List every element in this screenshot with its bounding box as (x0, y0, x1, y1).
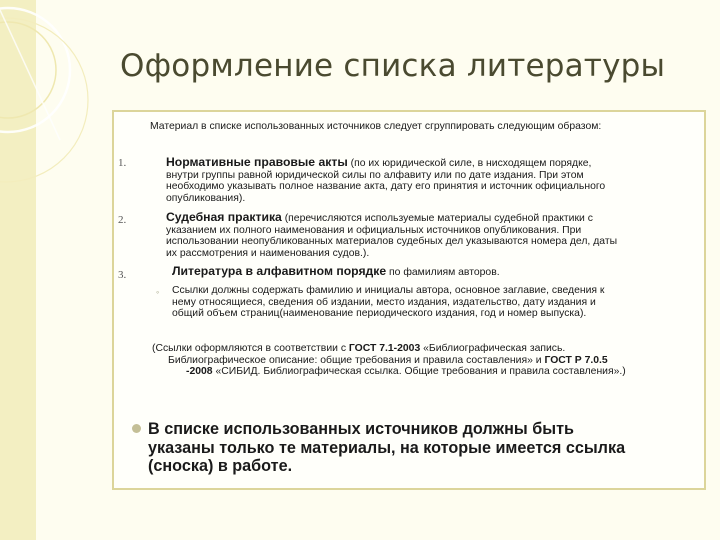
conclusion-line: В списке использованных источников должны быть (148, 420, 574, 438)
reference-note-text: (Ссылки оформляются в соответствии с (152, 343, 349, 354)
reference-note-text: Библиографическое описание: общие требования и правила составления» и (168, 354, 545, 366)
conclusion-line: (сноска) в работе. (148, 457, 293, 476)
list-item-1 (166, 157, 605, 205)
item-number-3: 3. (118, 269, 127, 281)
decorative-circles (0, 0, 110, 200)
intro-text: Материал в списке использованных источников следует сгруппировать следующим образом: (150, 121, 602, 132)
conclusion-line: указаны только те материалы, на которые имеется ссылка (148, 438, 626, 457)
item-2-line: использовании неопубликованных материалов судебных дел указываются номера дел, даты (166, 236, 618, 248)
item-number-1: 1. (118, 157, 127, 169)
item-2-heading: Судебная практика (166, 210, 282, 224)
slide-title: Оформление списка литературы (120, 48, 666, 84)
item-3-heading: Литература в алфавитном порядке (172, 264, 387, 278)
gost-7-1-label: ГОСТ 7.1-2003 (348, 343, 421, 354)
reference-note-text: «СИБИД. Библиографическая ссылка. Общие требования и правила составления».) (212, 366, 626, 378)
item-number-2: 2. (118, 214, 127, 226)
sub-bullet-text (172, 285, 604, 320)
bullet-icon (132, 424, 141, 433)
item-2-line: их рассмотрения и наименования судов.). (166, 248, 370, 260)
sub-bullet-line: общий объем страниц(наименование периодического издания, год и номер выпуска). (172, 308, 587, 320)
item-2-first-line (166, 212, 617, 225)
gost-r-7-0-5-label: ГОСТ Р 7.0.5 (544, 354, 608, 366)
item-1-line: внутри группы равной юридической силы по алфавиту или по дате издания. При этом (166, 169, 584, 181)
reference-note (152, 343, 626, 378)
item-1-first-line (166, 157, 605, 170)
item-2-line: указанием их полного наименования и официальных источников опубликования. При (166, 224, 582, 236)
sub-bullet-line: Ссылки должны содержать фамилию и инициалы автора, основное заглавие, сведения к (172, 285, 605, 296)
reference-note-line-2 (152, 355, 626, 367)
item-1-line: необходимо указывать полное название акта, дату его принятия и источник официального (166, 181, 606, 193)
item-1-line: опубликования). (166, 193, 246, 205)
list-item-2 (166, 212, 617, 260)
reference-note-line-3 (152, 366, 626, 378)
gost-year-label: -2008 (186, 366, 213, 378)
item-3-first-line-rest: по фамилиям авторов. (386, 267, 500, 278)
item-2-first-line-rest: (перечисляются используемые материалы судебной практики с (281, 213, 593, 224)
reference-note-line-1 (152, 343, 626, 355)
item-1-heading: Нормативные правовые акты (166, 155, 348, 169)
conclusion-text (148, 420, 696, 476)
reference-note-text: «Библиографическая запись. (420, 343, 566, 354)
item-1-first-line-rest: (по их юридической силе, в нисходящем порядке, (347, 158, 592, 169)
item-3-first-line (172, 266, 500, 279)
list-item-3 (172, 266, 500, 279)
sub-bullet-icon: ◦ (156, 287, 160, 297)
sub-bullet-line: нему относящиеся, сведения об издании, место издания, издательство, дату издания и (172, 296, 596, 308)
